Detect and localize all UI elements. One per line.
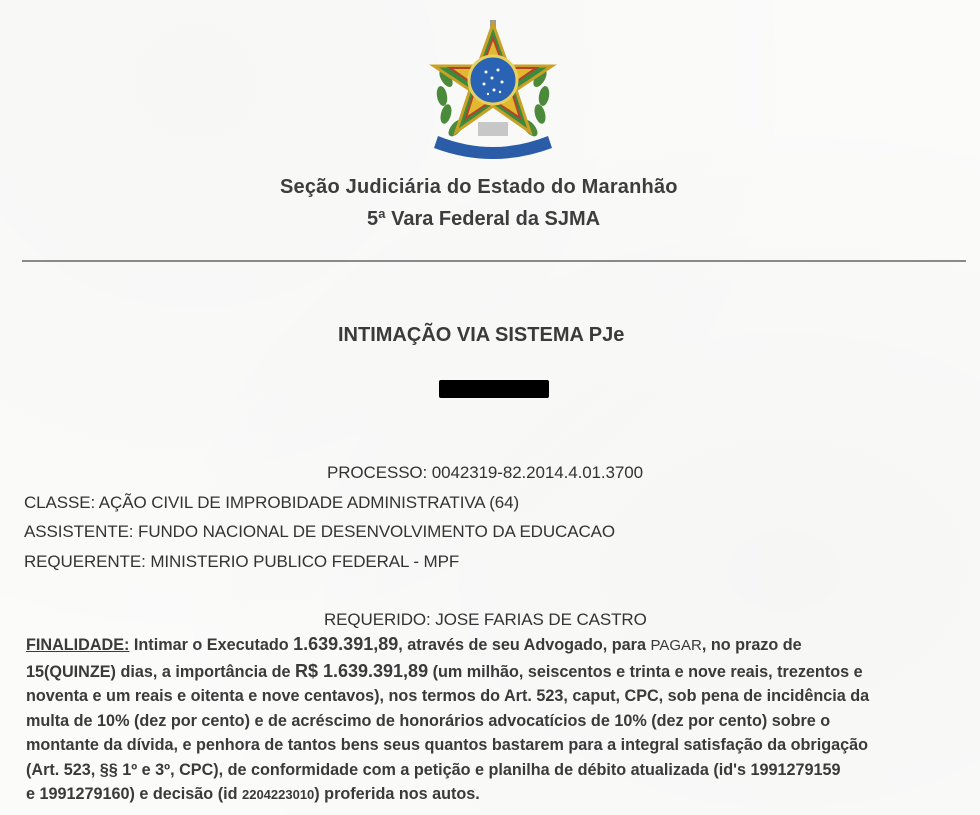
assistente-field: ASSISTENTE: FUNDO NACIONAL DE DESENVOLVIMENTO DA EDUCACAO	[24, 522, 615, 541]
classe-field: CLASSE: AÇÃO CIVIL DE IMPROBIDADE ADMINISTRATIVA (64)	[24, 493, 520, 512]
finalidade-paragraph	[26, 632, 966, 808]
header-divider	[22, 260, 966, 262]
finalidade-line-3: noventa e um reais e oitenta e nove centavos), nos termos do Art. 523, caput, CPC, sob pena de incidência da	[26, 687, 870, 705]
requerido-field: REQUERIDO: JOSE FARIAS DE CASTRO	[324, 610, 647, 629]
finalidade-line-6: (Art. 523, §§ 1º e 3º, CPC), de conformidade com a petição e planilha de débito atualizada (id's 1991279159	[26, 760, 841, 779]
requerente-field: REQUERENTE: MINISTERIO PUBLICO FEDERAL - MPF	[24, 552, 460, 571]
brasao-republica-icon	[428, 18, 558, 166]
finalidade-line-5: montante da dívida, e penhora de tantos bens seus quantos bastarem para a integral satisfação da obrigação	[26, 736, 868, 754]
finalidade-line-1	[26, 632, 966, 659]
document-title: INTIMAÇÃO VIA SISTEMA PJe	[338, 324, 625, 346]
court-name: Seção Judiciária do Estado do Maranhão	[280, 176, 678, 198]
finalidade-line-4: multa de 10% (dez por cento) e de acréscimo de honorários advocatícios de 10% (dez por cento) sobre o	[26, 711, 831, 730]
decision-id: 2204223010	[241, 787, 315, 802]
text-span: , no prazo de	[701, 636, 802, 654]
text-span: (um milhão, seiscentos e trinta e nove reais, trezentos e	[428, 662, 863, 681]
finalidade-label: FINALIDADE:	[26, 636, 130, 654]
text-span: ) proferida nos autos.	[314, 785, 480, 803]
text-span: 15(QUINZE) dias, a importância de	[26, 662, 295, 681]
finalidade-line-2	[26, 659, 966, 685]
processo-field: PROCESSO: 0042319-82.2014.4.01.3700	[327, 463, 643, 482]
amount-currency: R$ 1.639.391,89	[294, 660, 429, 681]
amount-value: 1.639.391,89	[293, 634, 399, 654]
court-division: 5ª Vara Federal da SJMA	[367, 208, 601, 230]
redaction-bar	[439, 380, 549, 398]
finalidade-line-7	[26, 782, 966, 808]
text-span: , através de seu Advogado, para	[398, 636, 651, 654]
pagar-word: PAGAR	[650, 637, 702, 654]
text-span: e 1991279160) e decisão (id	[26, 785, 242, 803]
text-span: Intimar o Executado	[129, 636, 294, 654]
